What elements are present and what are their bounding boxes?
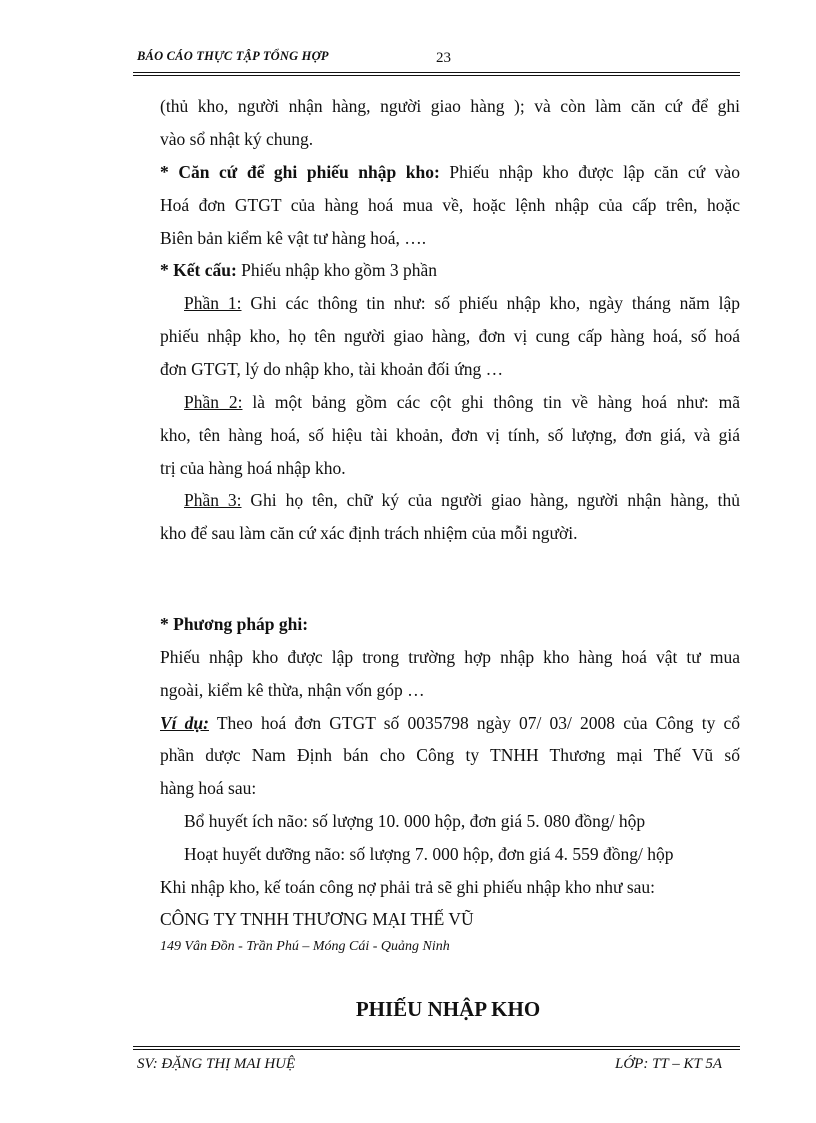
list-item: Hoạt huyết dưỡng não: số lượng 7. 000 hộp, đơn giá 4. 559 đồng/ hộp	[184, 844, 674, 864]
part1-paragraph	[184, 292, 740, 314]
footer-rule	[133, 1046, 740, 1050]
paragraph-line: Phiếu nhập kho được lập trong trường hợp nhập kho hàng hoá vật tư mua	[160, 647, 740, 667]
paragraph-line: kho, tên hàng hoá, số hiệu tài khoản, đơn vị tính, số lượng, đơn giá, và giá	[160, 425, 740, 445]
paragraph-line: Hoá đơn GTGT của hàng hoá mua về, hoặc lệnh nhập của cấp trên, hoặc	[160, 195, 740, 215]
structure-paragraph	[160, 259, 740, 281]
basis-text: Phiếu nhập kho được lập căn cứ vào	[439, 162, 740, 182]
paragraph-line: vào sổ nhật ký chung.	[160, 129, 314, 149]
part3-label: Phần 3:	[184, 490, 242, 510]
part2-label: Phần 2:	[184, 392, 243, 412]
part1-text: Ghi các thông tin như: số phiếu nhập kho, ngày tháng năm lập	[241, 293, 740, 313]
example-text: Theo hoá đơn GTGT số 0035798 ngày 07/ 03/ 2008 của Công ty cổ	[209, 713, 740, 733]
paragraph-line: ngoài, kiểm kê thừa, nhận vốn góp …	[160, 680, 425, 700]
header-title: BÁO CÁO THỰC TẬP TỔNG HỢP	[137, 49, 329, 63]
paragraph-line: đơn GTGT, lý do nhập kho, tài khoản đối ứng …	[160, 359, 504, 379]
paragraph-line: hàng hoá sau:	[160, 778, 257, 798]
paragraph-line: phần dược Nam Định bán cho Công ty TNHH Thương mại Thế Vũ số	[160, 745, 740, 765]
part1-label: Phần 1:	[184, 293, 242, 313]
footer-student: SV: ĐẶNG THỊ MAI HUỆ	[137, 1056, 296, 1072]
header-rule	[133, 72, 740, 76]
part2-paragraph	[184, 391, 740, 413]
paragraph-line: Biên bản kiểm kê vật tư hàng hoá, ….	[160, 228, 427, 248]
paragraph-line: kho để sau làm căn cứ xác định trách nhiệm của mỗi người.	[160, 523, 578, 543]
paragraph-line: Khi nhập kho, kế toán công nợ phải trả sẽ ghi phiếu nhập kho như sau:	[160, 877, 656, 897]
method-heading: * Phương pháp ghi:	[160, 614, 309, 634]
part3-text: Ghi họ tên, chữ ký của người giao hàng, người nhận hàng, thủ	[241, 490, 740, 510]
form-title: PHIẾU NHẬP KHO	[355, 997, 541, 1021]
structure-text: Phiếu nhập kho gồm 3 phần	[236, 260, 438, 280]
paragraph-line: phiếu nhập kho, họ tên người giao hàng, đơn vị cung cấp hàng hoá, số hoá	[160, 326, 740, 346]
paragraph-line: trị của hàng hoá nhập kho.	[160, 458, 346, 478]
footer-class: LỚP: TT – KT 5A	[615, 1056, 722, 1072]
basis-heading: * Căn cứ để ghi phiếu nhập kho:	[160, 162, 440, 182]
company-name: CÔNG TY TNHH THƯƠNG MẠI THẾ VŨ	[160, 909, 474, 929]
paragraph-line: (thủ kho, người nhận hàng, người giao hàng ); và còn làm căn cứ để ghi	[160, 96, 740, 116]
list-item: Bổ huyết ích não: số lượng 10. 000 hộp, đơn giá 5. 080 đồng/ hộp	[184, 811, 646, 831]
example-label: Ví dụ:	[160, 713, 209, 733]
example-paragraph	[160, 712, 740, 734]
structure-heading: * Kết cấu:	[160, 260, 237, 280]
page-number: 23	[436, 50, 451, 66]
part2-text: là một bảng gồm các cột ghi thông tin về hàng hoá như: mã	[242, 392, 740, 412]
basis-paragraph	[160, 161, 740, 183]
part3-paragraph	[184, 489, 740, 511]
company-address: 149 Vân Đồn - Trần Phú – Móng Cái - Quảng Ninh	[160, 939, 450, 954]
